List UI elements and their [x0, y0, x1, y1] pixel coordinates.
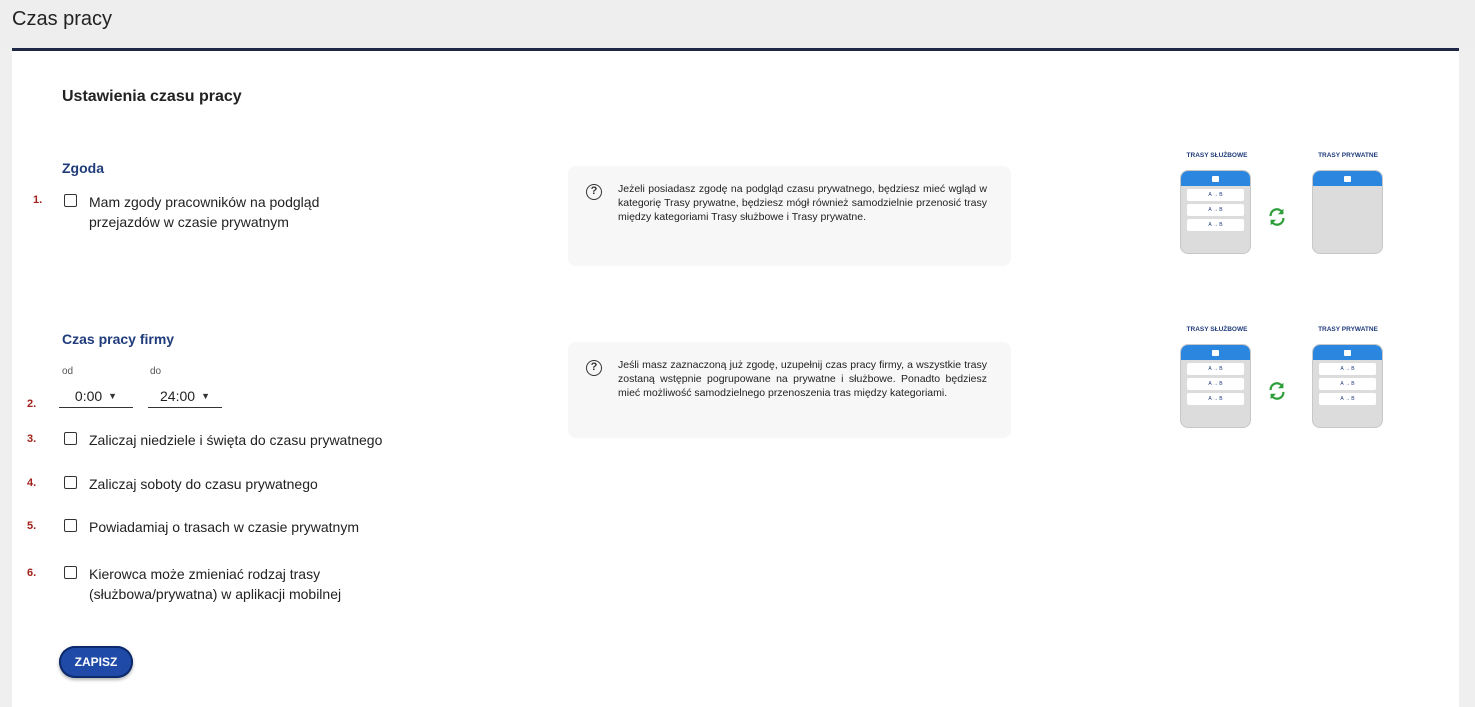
- business-routes-phone: [1180, 170, 1251, 254]
- private-routes-caption: TRASY PRYWATNE: [1318, 326, 1378, 333]
- route-row: A → B: [1187, 189, 1244, 201]
- private-routes-phone: [1312, 170, 1383, 254]
- business-routes-phone: [1180, 344, 1251, 428]
- option-checkbox[interactable]: [64, 566, 77, 579]
- page-title: Czas pracy: [12, 8, 113, 30]
- caret-down-icon: ▼: [108, 390, 118, 401]
- private-routes-phone: [1312, 344, 1383, 428]
- company-hours-title: Czas pracy firmy: [62, 331, 175, 347]
- step-number: 6.: [27, 567, 37, 579]
- to-label: do: [150, 366, 162, 377]
- option-label[interactable]: Zaliczaj niedziele i święta do czasu prywatnego: [89, 432, 383, 448]
- option-row-sundays[interactable]: [64, 430, 382, 450]
- business-routes-caption: TRASY SŁUŻBOWE: [1186, 326, 1248, 333]
- private-routes-caption: TRASY PRYWATNE: [1318, 152, 1378, 159]
- option-label[interactable]: Zaliczaj soboty do czasu prywatnego: [89, 476, 318, 492]
- consent-title: Zgoda: [62, 160, 104, 176]
- briefcase-icon: [1212, 176, 1219, 182]
- step-number: 2.: [27, 398, 37, 410]
- option-checkbox[interactable]: [64, 519, 77, 532]
- step-number: 4.: [27, 477, 37, 489]
- route-row: A → B: [1187, 378, 1244, 390]
- route-row: A → B: [1187, 219, 1244, 231]
- briefcase-icon: [1212, 350, 1219, 356]
- save-button[interactable]: ZAPISZ: [59, 646, 133, 678]
- option-row-driver-change[interactable]: [64, 564, 341, 604]
- page-header: [0, 0, 1475, 48]
- sync-icon: [1266, 206, 1288, 228]
- company-hours-info-box: [568, 342, 1011, 438]
- phone-header: [1181, 345, 1250, 360]
- phone-header: [1181, 171, 1250, 186]
- phone-header: [1313, 171, 1382, 186]
- route-row: A → B: [1187, 393, 1244, 405]
- step-number: 1.: [33, 194, 43, 206]
- option-label[interactable]: Powiadamiaj o trasach w czasie prywatnym: [89, 519, 359, 535]
- caret-down-icon: ▼: [201, 390, 210, 401]
- company-hours-info-text: Jeśli masz zaznaczoną już zgodę, uzupełnij czas pracy firmy, a wszystkie trasy zostaną wstępnie pogrupowane na prywatne i służbowe. Ponadto będziesz mieć możliwość samodzielnego przenoszenia tras między kategoriami.: [618, 359, 987, 399]
- user-icon: [1344, 176, 1351, 182]
- option-label[interactable]: Kierowca może zmieniać rodzaj trasy (służbowa/prywatna) w aplikacji mobilnej: [89, 566, 342, 602]
- route-row: A → B: [1319, 363, 1376, 375]
- consent-checkbox-row[interactable]: [64, 192, 319, 232]
- route-row: A → B: [1319, 378, 1376, 390]
- consent-info-text: Jeżeli posiadasz zgodę na podgląd czasu prywatnego, będziesz mieć wgląd w kategorię Trasy prywatne, będziesz mógł również samodzielnie przenosić trasy między kategoriami Trasy służbowe i Trasy prywatne.: [618, 183, 987, 223]
- settings-title: Ustawienia czasu pracy: [62, 88, 242, 105]
- help-icon: ?: [586, 184, 602, 200]
- from-time-select[interactable]: [59, 384, 133, 408]
- step-number: 5.: [27, 520, 37, 532]
- help-icon: ?: [586, 360, 602, 376]
- phone-header: [1313, 345, 1382, 360]
- to-time-value: 24:00: [160, 387, 196, 404]
- route-row: A → B: [1319, 393, 1376, 405]
- option-row-saturdays[interactable]: [64, 474, 318, 494]
- to-time-select[interactable]: [148, 384, 222, 408]
- route-row: A → B: [1187, 363, 1244, 375]
- from-label: od: [62, 366, 74, 377]
- from-time-value: 0:00: [74, 387, 103, 404]
- sync-icon: [1266, 380, 1288, 402]
- consent-checkbox[interactable]: [64, 194, 77, 207]
- consent-checkbox-label[interactable]: Mam zgody pracowników na podgląd przejazdów w czasie prywatnym: [89, 194, 320, 230]
- business-routes-caption: TRASY SŁUŻBOWE: [1186, 152, 1248, 159]
- option-row-notifications[interactable]: [64, 517, 359, 537]
- route-row: A → B: [1187, 204, 1244, 216]
- option-checkbox[interactable]: [64, 476, 77, 489]
- consent-info-box: [568, 166, 1011, 266]
- option-checkbox[interactable]: [64, 432, 77, 445]
- step-number: 3.: [27, 433, 37, 445]
- user-icon: [1344, 350, 1351, 356]
